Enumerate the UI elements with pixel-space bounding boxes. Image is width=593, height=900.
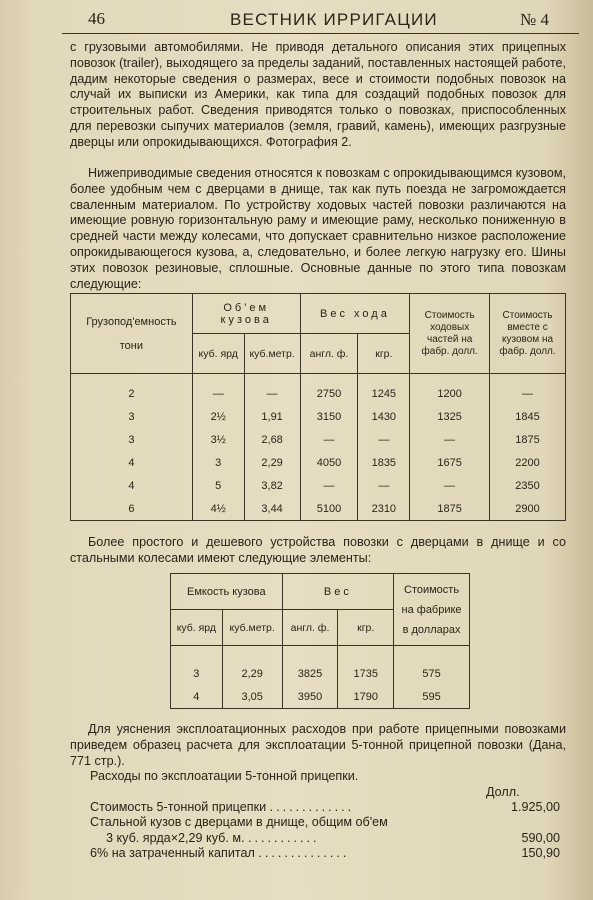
col-cost-full-header: Стоимость вместе с кузовом на фабр. долл. xyxy=(490,294,566,374)
cost-line: Стоимость 5-тонной прицепки ............. 1.925,00 xyxy=(90,800,560,814)
paragraph-intro: с грузовыми автомобилями. Не приводя детального описания этих прицепных повозок (trailer), выходящего за пределы заданий, поставленных настоящей работе, дадим некоторые сведения о размерах, весе и стоимости подобных повозок на случай их выписки из Америки, как типа для создаций подобных повозок для строительных работ. Сведения приводятся только о повозках, приспособленных для перевозки сыпучих материалов (земля, гравий, камень), имеющих разгрузные дверцы или опрокидывающихся. Фотография 2. xyxy=(70,40,566,149)
paragraph-operating-costs: Для уяснения эксплоатационных расходов при работе прицепными повозками приведем образец расчета для эксплоатации 5-тонной прицепной повозки (Дана, 771 стр.). xyxy=(70,722,566,768)
table-row: 3 2,29 3825 1735 575 xyxy=(171,662,470,685)
paragraph-tipping-wagons: Нижеприводимые сведения относятся к повозкам с опрокидывающимся кузовом, более удобным чем с дверцами в днище, так как путь поезда не загромождается сваленным материалом. По устройству ходовых частей повозки различаются на имеющие ровную горизонтальную раму и имеющие раму, несколько пониженную в средней части между колесами, что допускает сравнительно низкое расположение опрокидывающегося кузова, а, следовательно, и более легкую нагрузку его. Шины этих повозок резиновые, сплошные. Основные данные по этого типа повозкам следующие: xyxy=(70,166,566,291)
issue-number: № 4 xyxy=(520,10,549,29)
table-row: 2 — — 2750 1245 1200 — xyxy=(71,382,566,405)
paragraph-costs-title: Расходы по эксплоатации 5-тонной прицепки. xyxy=(90,769,359,783)
cost-line: 3 куб. ярда×2,29 куб. м. ........... 590,00 xyxy=(106,831,560,845)
journal-title: ВЕСТНИК ИРРИГАЦИИ xyxy=(230,10,438,29)
col-volume-m-header: куб.метр. xyxy=(244,334,300,374)
col-capacity-header: Грузопод'емность тони xyxy=(71,294,193,374)
col-cost-header: Стоимость на фабрике в долларах xyxy=(394,574,470,646)
col-weight-header: Вес хода xyxy=(300,294,410,334)
col-weight-kg-header: кгр. xyxy=(338,610,394,646)
col-volume-yd-header: куб. ярд xyxy=(192,334,244,374)
col-volume-yd-header: куб. ярд xyxy=(171,610,223,646)
cost-line: Стальной кузов с дверцами в днище, общим об'ем xyxy=(90,815,388,829)
page-number: 46 xyxy=(88,9,105,28)
col-cost-chassis-header: Стоимость ходовых частей на фабр. долл. xyxy=(410,294,490,374)
col-weight-kg-header: кгр. xyxy=(358,334,410,374)
table-row: 6 4½ 3,44 5100 2310 1875 2900 xyxy=(71,497,566,521)
header-rule xyxy=(62,33,579,34)
table-row: 3 2½ 1,91 3150 1430 1325 1845 xyxy=(71,405,566,428)
currency-label: Долл. xyxy=(486,785,520,799)
cost-line: 6% на затраченный капитал .............. 150,90 xyxy=(90,846,560,860)
col-volume-m-header: куб.метр. xyxy=(222,610,282,646)
page-header xyxy=(0,0,593,34)
col-weight-header: Вес xyxy=(282,574,393,610)
col-volume-header: Об'ем кузова xyxy=(192,294,300,334)
table-row: 4 3 2,29 4050 1835 1675 2200 xyxy=(71,451,566,474)
table-row: 4 3,05 3950 1790 595 xyxy=(171,685,470,709)
col-volume-header: Емкость кузова xyxy=(171,574,283,610)
paragraph-door-wagons: Более простого и дешевого устройства повозки с дверцами в днище и со стальными колесами имеют следующие элементы: xyxy=(70,535,566,565)
col-weight-lb-header: англ. ф. xyxy=(282,610,338,646)
col-weight-lb-header: англ. ф. xyxy=(300,334,358,374)
table-row: 4 5 3,82 — — — 2350 xyxy=(71,474,566,497)
table-tipping-wagons xyxy=(70,293,566,521)
table-row: 3 3½ 2,68 — — — 1875 xyxy=(71,428,566,451)
table-door-wagons xyxy=(170,573,470,709)
